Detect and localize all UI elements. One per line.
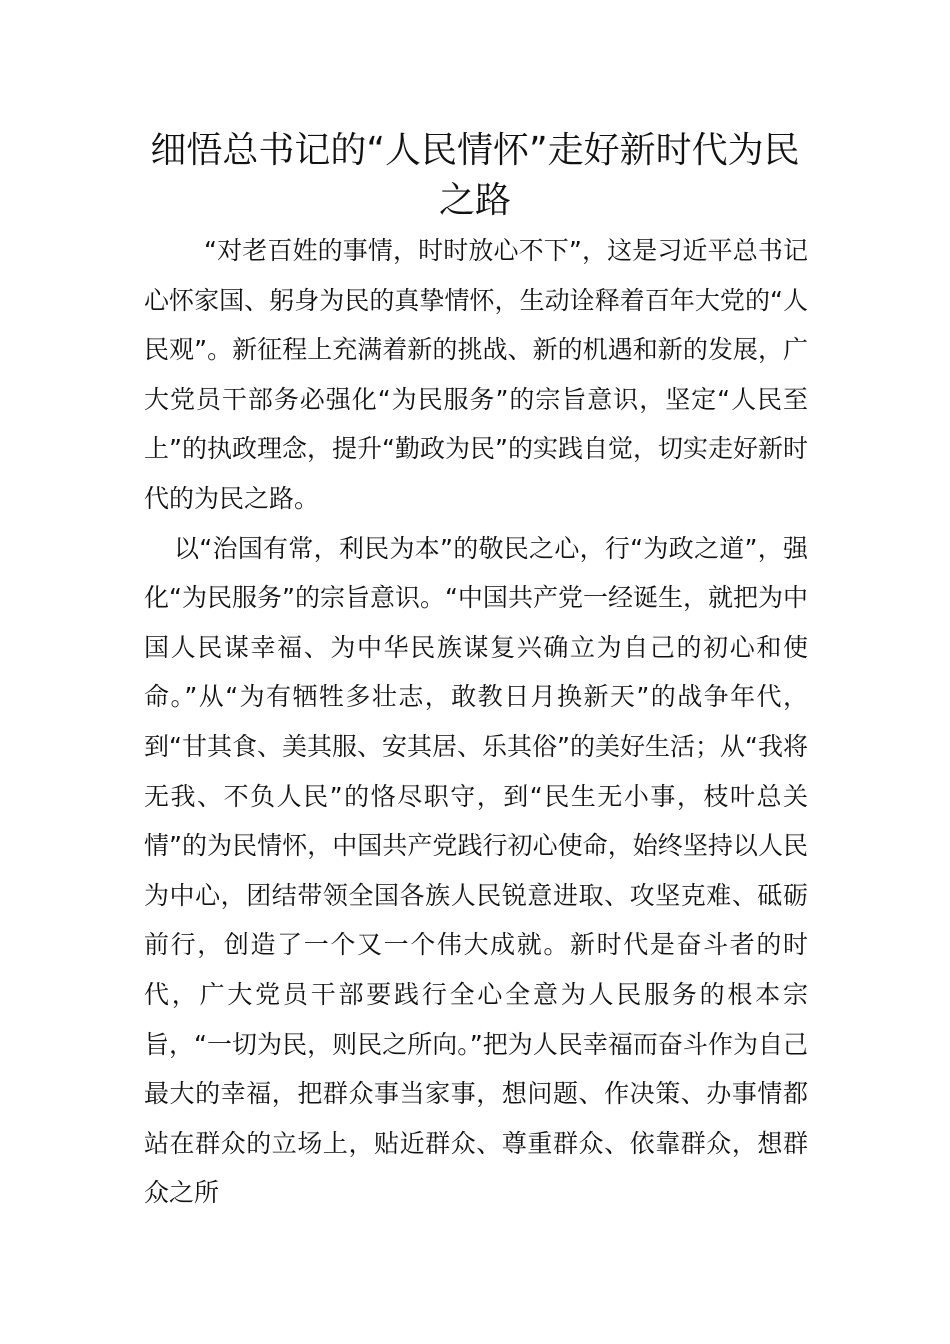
document-body	[144, 226, 808, 1218]
paragraph-2: 以“治国有常，利民为本”的敬民之心，行“为政之道”，强化“为民服务”的宗旨意识。“中国共产党一经诞生，就把为中国人民谋幸福、为中华民族谋复兴确立为自己的初心和使命。”从“为有牺牲多壮志，敢教日月换新天”的战争年代，到“甘其食、美其服、安其居、乐其俗”的美好生活；从“我将无我、不负人民”的恪尽职守，到“民生无小事，枝叶总关情”的为民情怀，中国共产党践行初心使命，始终坚持以人民为中心，团结带领全国各族人民锐意进取、攻坚克难、砥砺前行，创造了一个又一个伟大成就。新时代是奋斗者的时代，广大党员干部要践行全心全意为人民服务的根本宗旨，“一切为民，则民之所向。”把为人民幸福而奋斗作为自己最大的幸福，把群众事当家事，想问题、作决策、办事情都站在群众的立场上，贴近群众、尊重群众、依靠群众，想群众之所	[144, 533, 808, 1208]
document-title: 细悟总书记的“人民情怀”走好新时代为民之路	[150, 130, 800, 221]
paragraph-1: “对老百姓的事情，时时放心不下”，这是习近平总书记心怀家国、躬身为民的真挚情怀，生动诠释着百年大党的“人民观”。新征程上充满着新的挑战、新的机遇和新的发展，广大党员干部务必强化“为民服务”的宗旨意识，坚定“人民至上”的执政理念，提升“勤政为民”的实践自觉，切实走好新时代的为民之路。	[144, 236, 808, 513]
